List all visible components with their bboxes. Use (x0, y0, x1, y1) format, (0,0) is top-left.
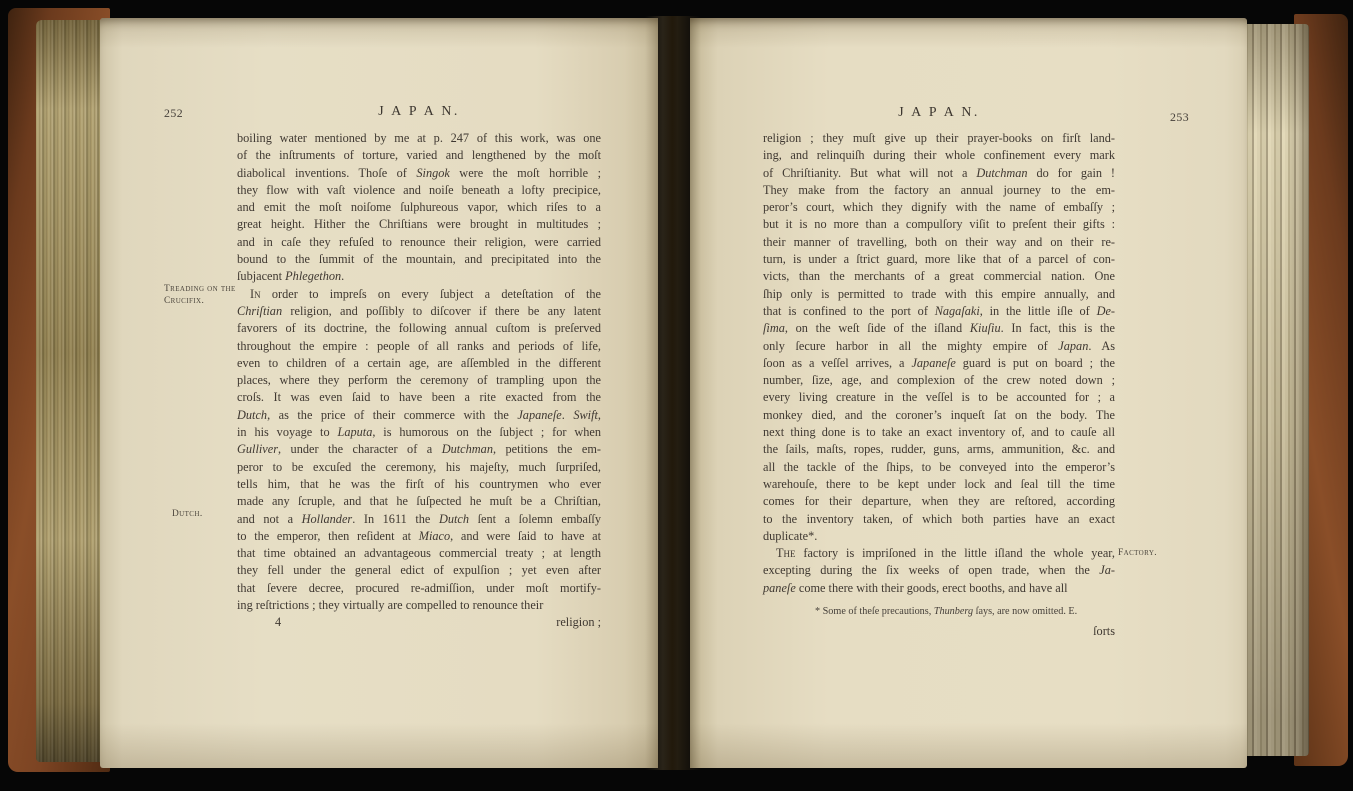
text-line: The factory is impriſoned in the little iſland the whole year, (776, 546, 1115, 561)
text-line: ſima, on the weſt ſide of the iſland Kiuſiu. In fact, this is the (763, 321, 1115, 336)
paragraph-continuation (237, 130, 601, 286)
page-number: 253 (1170, 110, 1190, 124)
text-line: monkey died, and the coroner’s inqueſt ſat on the body. The (763, 407, 1115, 422)
text-line: that is confined to the port of Nagaſaki, in the little iſle of De- (763, 303, 1115, 318)
text-line: great height. Hither the Chriſtians were brought in multitudes ; (237, 217, 601, 232)
catchword: ſorts (1093, 624, 1115, 638)
text-line: they flow with vaſt violence and noiſe beneath a lofty precipice, (237, 182, 601, 197)
text-line: next thing done is to take an exact inventory of, and to cauſe all (763, 425, 1115, 440)
text-line: duplicate*. (763, 528, 818, 543)
paragraph-factory (763, 545, 1115, 597)
text-line: the ſails, maſts, ropes, rudder, guns, arms, ammunition, &c. and (763, 442, 1115, 457)
text-line: places, where they perform the ceremony of trampling upon the (237, 373, 601, 388)
text-line: their manner of travelling, both on their way and on their re- (763, 234, 1115, 249)
text-line: favorers of its doctrine, the following annual cuſtom is preſerved (237, 321, 601, 336)
text-line: peror to be excuſed the ceremony, his majeſty, much ſurpriſed, (237, 459, 601, 474)
page-number: 252 (164, 106, 184, 120)
paragraph-continuation (763, 130, 1115, 545)
text-line: turn, is under a ſtrict guard, more like that of a parcel of con- (763, 252, 1115, 267)
right-page-edges (1243, 24, 1309, 756)
running-head: J A P A N. (898, 104, 980, 119)
text-line: comes for their departure, when they are reſtored, according (763, 494, 1115, 509)
text-line: ſoon as a veſſel arrives, a Japaneſe guard is put on board ; the (763, 355, 1116, 370)
text-line: in his voyage to Laputa, is humorous on the ſubject ; for when (237, 425, 601, 440)
margin-note-factory: Factory. (1118, 548, 1158, 558)
text-line: of Chriſtianity. But what will not a Dutchman do for gain ! (763, 165, 1115, 180)
text-line: only ſecure harbor in all the mighty empire of Japan. As (763, 338, 1115, 353)
text-line: throughout the empire : people of all ranks and periods of life, (237, 338, 601, 353)
text-line: religion ; they muſt give up their prayer-books on firſt land- (763, 131, 1115, 145)
text-line: excepting during the ſix weeks of open trade, when the Ja- (763, 563, 1115, 578)
text-line: that time obtained an advantageous commercial treaty ; at length (237, 546, 601, 561)
text-line: Dutch, as the price of their commerce with the Japaneſe. Swift, (237, 407, 601, 422)
text-line: and not a Hollander. In 1611 the Dutch ſent a ſolemn embaſſy (237, 511, 601, 526)
text-line: boiling water mentioned by me at p. 247 of this work, was one (237, 131, 601, 145)
body-text (763, 130, 1115, 597)
book-page-right (690, 18, 1247, 768)
text-line: In order to impreſs on every ſubject a deteſtation of the (250, 286, 601, 301)
body-text (237, 130, 601, 614)
text-line: paneſe come there with their goods, erect booths, and have all (763, 580, 1068, 595)
text-line: ing reſtrictions ; they virtually are compelled to renounce their (237, 598, 544, 613)
text-line: croſs. It was even ſaid to have been a rite exacted from the (237, 390, 601, 405)
text-line: diabolical inventions. Thoſe of Singok were the moſt horrible ; (237, 165, 601, 180)
text-line: of the inſtruments of torture, varied and lengthened by the moſt (237, 148, 601, 163)
signature-mark: 4 (275, 615, 282, 629)
footnote: * Some of theſe precautions, Thunberg ſays, are now omitted. E. (815, 606, 1078, 617)
gilt-fore-edge (36, 20, 104, 762)
text-line: all the tackle of the ſhips, to be conveyed into the emperor’s (763, 459, 1115, 474)
text-line: ſubjacent Phlegethon. (237, 269, 345, 284)
text-line: Gulliver, under the character of a Dutchman, petitions the em- (237, 442, 601, 457)
text-line: but it is no more than a compulſory viſit to preſent their gifts : (763, 217, 1115, 232)
paragraph-treading (237, 286, 601, 615)
text-line: warehouſe, there to be kept under lock and ſeal till the time (763, 476, 1115, 491)
text-line: even to children of a certain age, are aſſembled in the different (237, 355, 601, 370)
book-page-left (100, 18, 658, 768)
catch-line (237, 615, 601, 633)
text-line: they fell under the general edict of expulſion ; yet even after (237, 563, 601, 578)
text-line: peror’s court, which they dignify with the name of embaſſy ; (763, 200, 1115, 215)
text-line: victs, than the merchants of a great commercial nation. One (763, 269, 1115, 284)
text-line: to the emperor, then reſident at Miaco, and were ſaid to have at (237, 528, 601, 543)
text-line: bound to the ſummit of the mountain, and precipitated into the (237, 252, 601, 267)
text-line: tells him, that he was the firſt of his countrymen who ever (237, 476, 601, 491)
text-line: ſhip only is permitted to trade with this empire annually, and (763, 286, 1115, 301)
text-line: and emit the moſt noiſome ſulphureous vapor, which riſes to a (237, 200, 601, 215)
margin-note-dutch: Dutch. (172, 509, 203, 519)
text-line: and in caſe they refuſed to renounce their religion, were carried (237, 234, 601, 249)
catchword: religion ; (556, 615, 601, 629)
text-line: They make from the factory an annual journey to the em- (763, 182, 1115, 197)
text-line: made any ſcruple, and that he ſuſpected he muſt be a Chriſtian, (237, 494, 601, 509)
text-line: every living creature in the veſſel is to be accounted for ; a (763, 390, 1115, 405)
text-line: to the inventory taken, of which both parties have an exact (763, 511, 1115, 526)
text-line: ing, and relinquiſh during their whole confinement every mark (763, 148, 1115, 163)
text-line: number, ſize, age, and complexion of the crew noted down ; (763, 373, 1115, 388)
running-head: J A P A N. (378, 103, 460, 118)
text-line: that ſevere decree, procured re-admiſſion, under moſt mortify- (237, 580, 601, 595)
margin-note-treading-on-the-crucifix: Treading on the Crucifix. (164, 284, 236, 306)
text-line: Chriſtian religion, and poſſibly to diſcover if there be any latent (237, 303, 601, 318)
